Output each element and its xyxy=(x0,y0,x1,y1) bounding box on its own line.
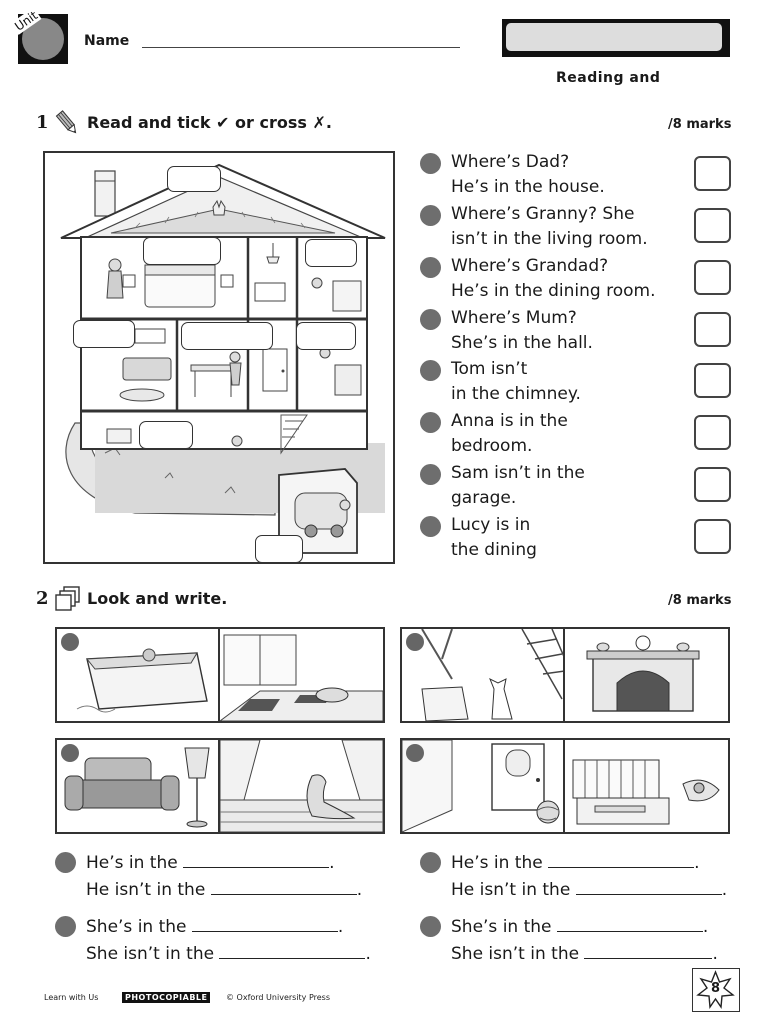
write-bullet xyxy=(55,916,76,937)
tick-box-8[interactable] xyxy=(694,519,731,554)
write-line: She isn’t in the . xyxy=(451,941,718,964)
answer-blank[interactable] xyxy=(584,941,712,959)
question-bullet xyxy=(420,360,441,381)
cage-picture xyxy=(565,740,728,832)
skill-label: Reading and xyxy=(556,70,661,86)
tick-box-6[interactable] xyxy=(694,415,731,450)
section-2-number: 2 xyxy=(36,588,49,609)
answer-blank[interactable] xyxy=(219,941,365,959)
section-1-title: Read and tick ✔ or cross ✗. xyxy=(87,113,332,132)
picture-cards-icon xyxy=(54,585,82,613)
write-line: She isn’t in the . xyxy=(86,941,371,964)
write-line: He isn’t in the . xyxy=(451,877,727,900)
answer-blank[interactable] xyxy=(576,877,722,895)
label-box-dining-room[interactable] xyxy=(181,322,273,350)
label-box-garage[interactable] xyxy=(255,535,303,563)
picture-bullet xyxy=(61,633,79,651)
question-text: Where’s Mum? She’s in the hall. xyxy=(451,308,593,353)
label-box-attic[interactable] xyxy=(167,166,221,192)
question-bullet xyxy=(420,412,441,433)
copyright: © Oxford University Press xyxy=(226,993,331,1002)
question-text: Lucy is in the dining xyxy=(451,515,537,560)
bath-picture xyxy=(57,629,220,721)
section-1-number: 1 xyxy=(36,112,49,133)
section-2-marks: /8 marks xyxy=(668,593,732,608)
door-and-ball-picture xyxy=(402,740,565,832)
picture-pair-1 xyxy=(55,627,385,723)
label-box-kitchen[interactable] xyxy=(296,322,356,350)
section-1-marks: /8 marks xyxy=(668,117,732,132)
tick-box-3[interactable] xyxy=(694,260,731,295)
question-text: Where’s Granny? She isn’t in the living room. xyxy=(451,204,648,249)
question-text: Where’s Grandad? He’s in the dining room. xyxy=(451,256,656,301)
picture-bullet xyxy=(406,633,424,651)
pencil-icon xyxy=(54,108,82,136)
unit-badge xyxy=(14,10,68,64)
question-bullet xyxy=(420,516,441,537)
photocopiable-badge: PHOTOCOPIABLE xyxy=(122,992,210,1003)
answer-blank[interactable] xyxy=(557,914,703,932)
picture-bullet xyxy=(406,744,424,762)
question-bullet xyxy=(420,309,441,330)
write-line: He’s in the . xyxy=(86,850,335,873)
series-name: Learn with Us xyxy=(44,993,99,1002)
label-box-basement[interactable] xyxy=(139,421,193,449)
box-and-cat-picture xyxy=(402,629,565,721)
name-label: Name xyxy=(84,33,130,49)
fireplace-picture xyxy=(565,629,728,721)
tick-box-4[interactable] xyxy=(694,312,731,347)
write-line: He isn’t in the . xyxy=(86,877,362,900)
write-bullet xyxy=(55,852,76,873)
write-bullet xyxy=(420,916,441,937)
page-number: 8 xyxy=(710,981,721,996)
unit-label: Unit xyxy=(12,8,41,34)
write-line: She’s in the . xyxy=(86,914,343,937)
kitchen-floor-picture xyxy=(220,629,383,721)
picture-pair-3 xyxy=(55,738,385,834)
tick-box-5[interactable] xyxy=(694,363,731,398)
tick-box-1[interactable] xyxy=(694,156,731,191)
question-text: Sam isn’t in the garage. xyxy=(451,463,585,508)
tick-box-7[interactable] xyxy=(694,467,731,502)
write-line: He’s in the . xyxy=(451,850,700,873)
picture-bullet xyxy=(61,744,79,762)
title-box xyxy=(502,19,730,57)
page-number-badge xyxy=(692,968,740,1012)
answer-blank[interactable] xyxy=(183,850,329,868)
question-bullet xyxy=(420,153,441,174)
tick-box-2[interactable] xyxy=(694,208,731,243)
section-2-title: Look and write. xyxy=(87,589,228,608)
question-text: Anna is in the bedroom. xyxy=(451,411,568,456)
question-text: Tom isn’t in the chimney. xyxy=(451,359,581,404)
write-bullet xyxy=(420,852,441,873)
parrot-in-attic-picture xyxy=(220,740,383,832)
answer-blank[interactable] xyxy=(192,914,338,932)
picture-pair-2 xyxy=(400,627,730,723)
label-box-bedroom[interactable] xyxy=(143,237,221,265)
answer-blank[interactable] xyxy=(211,877,357,895)
label-box-living-room[interactable] xyxy=(73,320,135,348)
house-illustration xyxy=(45,153,395,564)
question-text: Where’s Dad? He’s in the house. xyxy=(451,152,605,197)
answer-blank[interactable] xyxy=(548,850,694,868)
picture-pair-4 xyxy=(400,738,730,834)
sofa-and-lamp-picture xyxy=(57,740,220,832)
label-box-bathroom[interactable] xyxy=(305,239,357,267)
name-field[interactable] xyxy=(142,47,460,48)
question-bullet xyxy=(420,257,441,278)
house-picture xyxy=(43,151,395,564)
question-bullet xyxy=(420,205,441,226)
write-line: She’s in the . xyxy=(451,914,708,937)
question-bullet xyxy=(420,464,441,485)
